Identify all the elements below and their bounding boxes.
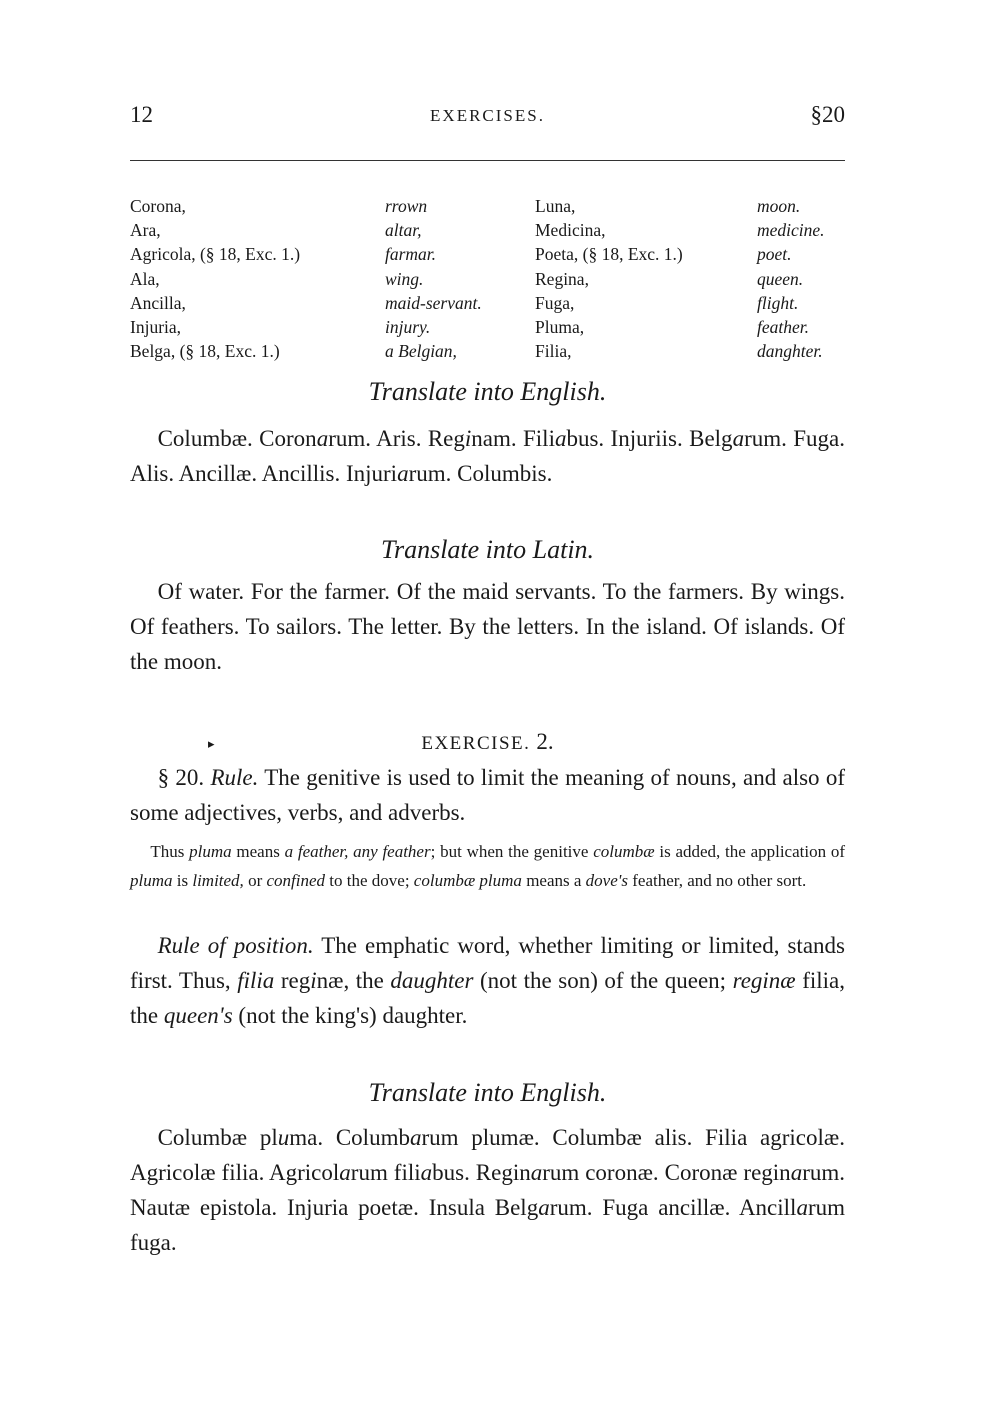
text-segment: (not the king's) daughter.: [232, 1003, 468, 1028]
text-segment: rum fili: [350, 1160, 421, 1185]
english-gloss: moon.: [757, 196, 801, 216]
text-segment: columbæ pluma: [413, 871, 522, 890]
text-segment: Columbæ. Coron: [157, 426, 317, 451]
latin-word: Pluma,: [535, 316, 585, 337]
text-segment: a: [538, 1195, 550, 1220]
text-segment: or: [243, 871, 267, 890]
text-segment: a: [339, 1160, 351, 1185]
text-segment: filia, the: [130, 968, 845, 1028]
text-segment: Of water. For the farmer. Of the maid servants. To the farmers. By wings. Of feathers. To sailors. The letter. By the letters. In the island. Of islands. Of the moon.: [130, 579, 845, 674]
section-heading-translate-english-2: Translate into English.: [368, 1078, 607, 1107]
text-segment: bus. Regin: [432, 1160, 531, 1185]
text-segment: means: [231, 842, 285, 861]
text-segment: a: [554, 426, 567, 451]
latin-exercise-paragraph-2: [130, 1120, 845, 1260]
text-segment: filia: [237, 968, 275, 993]
text-segment: næ, the: [316, 968, 391, 993]
text-segment: Thus: [150, 842, 190, 861]
text-segment: rum plumæ. Columbæ alis. Filia agricolæ. Agricolæ filia. Agricol: [130, 1125, 845, 1185]
text-segment: i: [310, 968, 317, 993]
vocabulary-table: [130, 194, 855, 363]
english-gloss: danghter.: [757, 341, 823, 362]
latin-word: Agricola, (§ 18, Exc. 1.): [130, 244, 301, 265]
explanatory-note: [130, 837, 845, 895]
text-segment: ma. Columb: [289, 1125, 410, 1150]
latin-word: Ancilla,: [130, 292, 186, 313]
section-number: §20: [810, 102, 845, 127]
text-segment: pluma: [130, 871, 173, 890]
latin-word: Corona,: [130, 196, 186, 216]
text-segment: is: [172, 871, 193, 890]
exercise-number: 2.: [536, 729, 554, 754]
text-segment: Rule.: [210, 765, 259, 790]
english-gloss: injury.: [385, 316, 431, 337]
rule-paragraph: [130, 760, 845, 830]
text-segment: limited,: [192, 871, 244, 890]
text-segment: is added, the application of: [654, 842, 846, 861]
text-segment: The genitive is used to limit the meaning of nouns, and also of some adjectives, verbs, and adverbs.: [130, 765, 846, 825]
vocab-row: [130, 218, 855, 242]
text-segment: rum. Nautæ epistola. Injuria poetæ. Insula Belg: [130, 1160, 845, 1220]
text-segment: reg: [274, 968, 311, 993]
text-segment: to the dove;: [325, 871, 414, 890]
latin-word: Filia,: [535, 341, 572, 362]
latin-word: Poeta, (§ 18, Exc. 1.): [535, 244, 683, 265]
text-segment: The emphatic word, whether limiting or limited, stands first. Thus,: [130, 933, 845, 993]
latin-word: Ala,: [130, 268, 160, 289]
latin-word: Belga, (§ 18, Exc. 1.): [130, 341, 280, 362]
text-segment: rum. Aris. Reg: [328, 426, 465, 451]
text-segment: rum. Fuga. Alis. Ancillæ. Ancillis. Injuri: [130, 426, 845, 486]
text-segment: confined: [266, 871, 326, 890]
english-gloss: a Belgian,: [385, 341, 457, 362]
text-segment: ; but when the genitive: [430, 842, 594, 861]
text-segment: a: [316, 426, 329, 451]
header-rule: [130, 160, 845, 161]
latin-word: Injuria,: [130, 316, 182, 337]
vocab-row: [130, 291, 855, 315]
vocab-row: [130, 267, 855, 291]
text-segment: a feather, any feather: [284, 842, 431, 861]
text-segment: § 20.: [157, 765, 211, 790]
english-exercise-paragraph: [130, 574, 845, 679]
english-gloss: feather.: [757, 316, 810, 337]
arrow-mark-icon: ▸: [208, 736, 215, 751]
english-gloss: rrown: [385, 196, 428, 216]
text-segment: Columbæ pl: [157, 1125, 278, 1150]
section-heading-translate-latin: Translate into Latin.: [380, 535, 595, 564]
text-segment: rum. Columbis.: [408, 461, 553, 486]
text-segment: rum coronæ. Coronæ regin: [542, 1160, 791, 1185]
english-gloss: queen.: [757, 268, 804, 289]
text-segment: daughter: [390, 968, 474, 993]
text-segment: rum fuga.: [130, 1195, 845, 1255]
text-segment: a: [796, 1195, 808, 1220]
text-segment: a: [409, 1125, 422, 1150]
text-segment: dove's: [585, 871, 629, 890]
page-number: 12: [130, 102, 153, 127]
english-gloss: wing.: [385, 268, 424, 289]
text-segment: a: [790, 1160, 803, 1185]
english-gloss: flight.: [757, 292, 799, 313]
text-segment: rum. Fuga ancillæ. Ancill: [549, 1195, 797, 1220]
text-segment: queen's: [163, 1003, 233, 1028]
text-segment: (not the son) of the queen;: [473, 968, 733, 993]
vocab-row: [130, 339, 855, 363]
text-segment: Rule of position.: [157, 933, 314, 958]
text-segment: a: [732, 426, 745, 451]
exercise-label: EXERCISE.: [421, 733, 531, 754]
latin-exercise-paragraph: [130, 421, 845, 491]
running-head-title: EXERCISES.: [430, 106, 545, 125]
vocab-row: [130, 194, 855, 218]
latin-word: Medicina,: [535, 220, 606, 241]
vocab-row: [130, 315, 855, 339]
english-gloss: poet.: [757, 244, 792, 265]
text-segment: pluma: [189, 842, 232, 861]
latin-word: Regina,: [535, 268, 589, 289]
english-gloss: farmar.: [385, 244, 437, 265]
section-heading-translate-english: Translate into English.: [368, 377, 607, 406]
text-segment: feather, and no other sort.: [628, 871, 807, 890]
text-segment: nam. Fili: [471, 426, 555, 451]
text-segment: i: [464, 426, 472, 451]
text-segment: reginæ: [732, 968, 796, 993]
latin-word: Luna,: [535, 196, 576, 216]
text-segment: means a: [521, 871, 586, 890]
rule-of-position-paragraph: [130, 928, 845, 1033]
text-segment: u: [277, 1125, 290, 1150]
text-segment: bus. Injuriis. Belg: [566, 426, 733, 451]
latin-word: Fuga,: [535, 292, 575, 313]
vocab-row: [130, 242, 855, 266]
running-head: [130, 102, 845, 136]
text-segment: columbæ: [593, 842, 655, 861]
text-segment: a: [397, 461, 409, 486]
exercise-heading: [130, 727, 845, 759]
english-gloss: medicine.: [757, 220, 825, 241]
english-gloss: altar,: [385, 220, 422, 241]
text-segment: a: [530, 1160, 543, 1185]
text-segment: a: [420, 1160, 433, 1185]
english-gloss: maid-servant.: [385, 292, 482, 313]
latin-word: Ara,: [130, 220, 161, 241]
